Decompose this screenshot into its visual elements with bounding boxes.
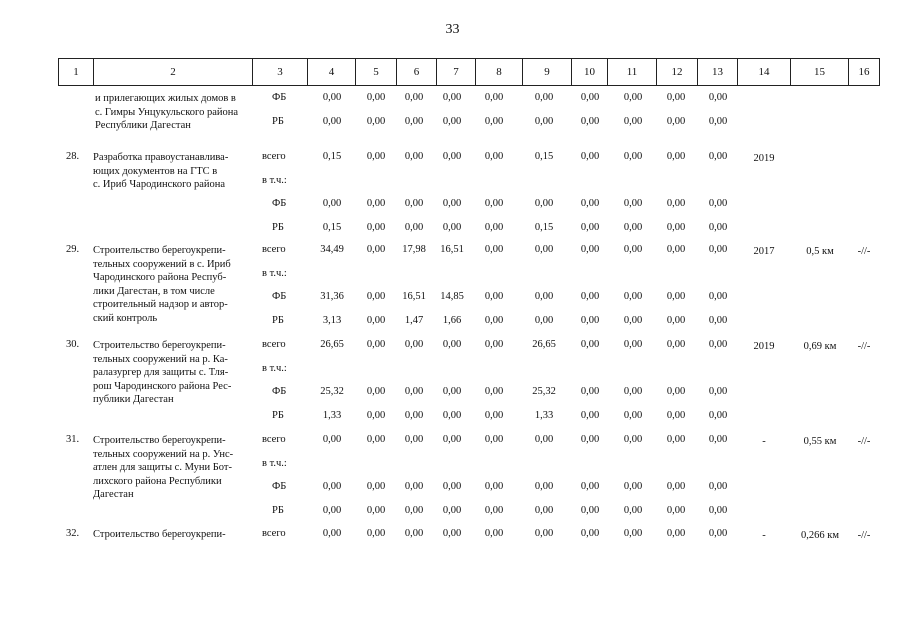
row-description-line: Строительство берегоукрепи-: [93, 435, 226, 446]
header-col-4: 4: [307, 59, 355, 85]
table-cell-value: 0,00: [623, 339, 643, 350]
row-number: 28.: [66, 151, 80, 162]
table-cell-value: 0,00: [623, 314, 643, 326]
table-cell-value: 0,00: [623, 528, 643, 539]
table-cell-value: 0,00: [534, 528, 554, 539]
row-description-line: тельных сооружений на р. Ка-: [93, 353, 228, 365]
row-description-line: лихского района Республики: [93, 475, 222, 487]
table-cell-value: 0,00: [484, 314, 504, 326]
row-number: 29.: [66, 244, 80, 255]
table-cell-value: 0,00: [366, 339, 386, 350]
funding-source-label: РБ: [272, 504, 284, 516]
row-description-line: тельных сооружений на р. Унс-: [93, 448, 234, 460]
table-cell-value: 0,00: [484, 504, 504, 516]
table-cell-value: 0,00: [623, 291, 643, 302]
table-cell-value: 0,00: [708, 481, 728, 492]
table-cell-value: 0,00: [534, 434, 554, 445]
table-cell-value: 0,00: [404, 92, 424, 103]
table-cell-value: 0,00: [322, 115, 342, 127]
table-cell-value: 0,00: [708, 339, 728, 350]
row-description-line: с. Ириб Чародинского района: [93, 179, 226, 190]
table-cell-value: 0,00: [708, 528, 728, 539]
row-description-line: и прилегающих жилых домов в: [95, 93, 236, 104]
table-cell-value: 0,00: [666, 198, 686, 209]
table-cell-value: 0,00: [404, 115, 424, 127]
table-cell-value: 0,00: [580, 291, 600, 302]
table-cell-value: 0,00: [580, 481, 600, 492]
row-number: 32.: [66, 528, 80, 539]
table-cell-value: 0,00: [708, 92, 728, 103]
table-cell-value: 0,00: [708, 221, 728, 233]
year-cell: 2019: [753, 153, 775, 164]
table-cell-value: 0,00: [580, 386, 600, 397]
table-cell-value: 0,00: [623, 386, 643, 397]
table-cell-value: 0,00: [366, 528, 386, 539]
table-cell-value: 0,00: [708, 504, 728, 516]
note-cell: -//-: [857, 341, 871, 352]
page-number: 33: [445, 22, 460, 37]
table-cell-value: 0,00: [623, 198, 643, 209]
year-cell: 2017: [753, 246, 775, 257]
capacity-cell: 0,55 км: [803, 436, 837, 447]
table-cell-value: 0,00: [366, 92, 386, 103]
table-cell-value: 0,00: [666, 92, 686, 103]
table-cell-value: 0,00: [666, 314, 686, 326]
header-col-12: 12: [656, 59, 697, 85]
funding-source-label: всего: [262, 151, 286, 162]
table-cell-value: 0,00: [623, 409, 643, 421]
capacity-cell: 0,5 км: [806, 246, 834, 257]
funding-source-label: в т.ч.:: [262, 267, 287, 279]
table-cell-value: 0,00: [666, 481, 686, 492]
table-cell-value: 0,00: [623, 221, 643, 233]
table-cell-value: 0,00: [708, 314, 728, 326]
note-cell: -//-: [857, 530, 871, 541]
header-col-7: 7: [436, 59, 475, 85]
table-cell-value: 0,00: [580, 198, 600, 209]
row-description-line: ющих документов на ГТС в: [93, 165, 218, 177]
table-cell-value: 0,00: [708, 291, 728, 302]
table-cell-value: 0,15: [322, 221, 342, 233]
row-number: 30.: [66, 339, 80, 350]
table-cell-value: 0,00: [322, 504, 342, 516]
table-cell-value: 0,00: [580, 92, 600, 103]
table-cell-value: 0,00: [484, 386, 504, 397]
table-cell-value: 0,00: [708, 434, 728, 445]
row-description-line: Разработка правоустанавлива-: [93, 152, 229, 163]
table-cell-value: 0,00: [484, 339, 504, 350]
funding-source-label: ФБ: [272, 291, 287, 302]
table-cell-value: 0,00: [484, 221, 504, 233]
table-cell-value: 0,00: [534, 244, 554, 255]
capacity-cell: 0,69 км: [803, 341, 837, 352]
table-header: [58, 58, 880, 86]
table-cell-value: 0,00: [580, 409, 600, 421]
funding-source-label: в т.ч.:: [262, 174, 287, 186]
table-cell-value: 0,00: [708, 409, 728, 421]
table-cell-value: 0,00: [404, 481, 424, 492]
table-cell-value: 0,00: [404, 504, 424, 516]
table-cell-value: 0,00: [484, 481, 504, 492]
table-cell-value: 0,00: [580, 504, 600, 516]
table-cell-value: 0,00: [484, 244, 504, 255]
funding-source-label: всего: [262, 339, 286, 350]
table-cell-value: 0,00: [666, 434, 686, 445]
table-cell-value: 31,36: [320, 291, 344, 302]
table-cell-value: 0,00: [366, 314, 386, 326]
row-description-line: лики Дагестан, в том числе: [93, 285, 215, 297]
table-cell-value: 0,00: [708, 244, 728, 255]
table-cell-value: 0,00: [580, 314, 600, 326]
header-col-8: 8: [475, 59, 522, 85]
table-cell-value: 0,00: [404, 528, 424, 539]
table-cell-value: 0,00: [442, 198, 462, 209]
table-cell-value: 16,51: [440, 244, 464, 255]
table-cell-value: 0,00: [623, 115, 643, 127]
table-cell-value: 0,00: [534, 291, 554, 302]
table-cell-value: 0,00: [442, 92, 462, 103]
funding-source-label: в т.ч.:: [262, 362, 287, 374]
capacity-cell: 0,266 км: [801, 530, 839, 541]
table-cell-value: 0,00: [442, 504, 462, 516]
table-cell-value: 0,00: [666, 409, 686, 421]
table-cell-value: 0,00: [322, 481, 342, 492]
table-cell-value: 0,00: [708, 115, 728, 127]
table-cell-value: 0,00: [322, 92, 342, 103]
table-cell-value: 0,00: [484, 115, 504, 127]
row-description-line: тельных сооружений в с. Ириб: [93, 258, 231, 270]
table-cell-value: 0,00: [442, 151, 462, 162]
row-description-line: Строительство берегоукрепи-: [93, 340, 226, 351]
table-cell-value: 0,00: [366, 115, 386, 127]
header-col-10: 10: [571, 59, 607, 85]
table-cell-value: 16,51: [402, 291, 426, 302]
table-cell-value: 0,00: [366, 504, 386, 516]
funding-source-label: ФБ: [272, 92, 287, 103]
table-cell-value: 0,00: [366, 221, 386, 233]
header-col-5: 5: [355, 59, 396, 85]
table-cell-value: 0,00: [534, 481, 554, 492]
table-cell-value: 0,15: [534, 151, 554, 162]
table-cell-value: 0,00: [580, 244, 600, 255]
table-cell-value: 0,00: [534, 92, 554, 103]
funding-source-label: РБ: [272, 409, 284, 421]
table-cell-value: 26,65: [320, 339, 344, 350]
table-cell-value: 0,00: [666, 151, 686, 162]
table-cell-value: 0,00: [623, 434, 643, 445]
header-col-13: 13: [697, 59, 737, 85]
table-cell-value: 0,00: [708, 386, 728, 397]
row-description-line: ский контроль: [93, 312, 158, 324]
row-description-line: публики Дагестан: [93, 394, 174, 405]
row-description-line: строительный надзор и автор-: [93, 299, 228, 310]
table-cell-value: 0,00: [442, 528, 462, 539]
table-cell-value: 0,00: [580, 151, 600, 162]
table-cell-value: 0,00: [623, 244, 643, 255]
year-cell: -: [762, 530, 766, 541]
table-cell-value: 0,00: [366, 434, 386, 445]
table-cell-value: 34,49: [320, 244, 344, 255]
table-cell-value: 0,00: [580, 339, 600, 350]
table-cell-value: 0,00: [322, 198, 342, 209]
table-cell-value: 0,00: [442, 409, 462, 421]
note-cell: -//-: [857, 246, 871, 257]
table-cell-value: 0,00: [484, 434, 504, 445]
table-cell-value: 0,00: [404, 409, 424, 421]
table-cell-value: 0,00: [666, 244, 686, 255]
table-cell-value: 0,00: [366, 291, 386, 302]
note-cell: -//-: [857, 436, 871, 447]
table-cell-value: 0,00: [322, 528, 342, 539]
funding-source-label: всего: [262, 434, 286, 445]
table-cell-value: 0,00: [484, 409, 504, 421]
table-cell-value: 25,32: [532, 386, 556, 397]
table-cell-value: 26,65: [532, 339, 556, 350]
table-cell-value: 0,00: [442, 115, 462, 127]
header-col-1: 1: [58, 59, 93, 85]
table-cell-value: 0,00: [404, 221, 424, 233]
table-cell-value: 0,00: [666, 339, 686, 350]
table-cell-value: 0,00: [708, 151, 728, 162]
table-cell-value: 0,00: [580, 528, 600, 539]
table-cell-value: 0,00: [580, 221, 600, 233]
header-col-15: 15: [790, 59, 848, 85]
year-cell: 2019: [753, 341, 775, 352]
header-col-11: 11: [607, 59, 656, 85]
header-col-14: 14: [737, 59, 790, 85]
table-cell-value: 0,00: [442, 481, 462, 492]
table-cell-value: 0,00: [322, 434, 342, 445]
row-description-line: атлен для защиты с. Муни Бот-: [93, 462, 233, 473]
table-cell-value: 0,00: [404, 198, 424, 209]
funding-source-label: РБ: [272, 221, 284, 233]
row-description-line: Чародинского района Респуб-: [93, 272, 227, 283]
table-cell-value: 0,15: [534, 221, 554, 233]
row-description-line: Республики Дагестан: [95, 120, 191, 131]
table-cell-value: 0,00: [666, 221, 686, 233]
funding-source-label: в т.ч.:: [262, 457, 287, 469]
funding-source-label: ФБ: [272, 198, 287, 209]
table-cell-value: 0,00: [484, 198, 504, 209]
row-description-line: с. Гимры Унцукульского района: [95, 106, 239, 118]
table-cell-value: 0,00: [484, 528, 504, 539]
table-cell-value: 0,00: [484, 92, 504, 103]
table-cell-value: 0,00: [666, 528, 686, 539]
table-cell-value: 0,00: [366, 151, 386, 162]
table-cell-value: 0,00: [623, 504, 643, 516]
table-cell-value: 0,00: [442, 386, 462, 397]
table-cell-value: 25,32: [320, 386, 344, 397]
table-cell-value: 0,00: [580, 434, 600, 445]
table-cell-value: 0,15: [322, 151, 342, 162]
table-cell-value: 0,00: [534, 198, 554, 209]
table-cell-value: 0,00: [442, 434, 462, 445]
table-cell-value: 0,00: [623, 151, 643, 162]
table-cell-value: 1,66: [442, 314, 462, 326]
row-description-line: ралазургер для защиты с. Тля-: [93, 367, 229, 378]
table-cell-value: 0,00: [404, 434, 424, 445]
table-cell-value: 0,00: [404, 386, 424, 397]
table-cell-value: 0,00: [404, 151, 424, 162]
table-cell-value: 0,00: [534, 504, 554, 516]
header-col-3: 3: [252, 59, 307, 85]
table-cell-value: 14,85: [440, 291, 464, 302]
table-cell-value: 0,00: [366, 386, 386, 397]
header-col-6: 6: [396, 59, 436, 85]
table-cell-value: 0,00: [404, 339, 424, 350]
header-col-9: 9: [522, 59, 571, 85]
table-cell-value: 0,00: [623, 481, 643, 492]
table-cell-value: 0,00: [534, 115, 554, 127]
table-cell-value: 0,00: [666, 115, 686, 127]
table-cell-value: 17,98: [402, 244, 426, 255]
table-cell-value: 0,00: [666, 386, 686, 397]
table-cell-value: 0,00: [666, 291, 686, 302]
table-cell-value: 3,13: [322, 314, 342, 326]
table-cell-value: 0,00: [484, 151, 504, 162]
table-cell-value: 0,00: [623, 92, 643, 103]
funding-source-label: всего: [262, 528, 286, 539]
funding-source-label: ФБ: [272, 386, 287, 397]
funding-source-label: РБ: [272, 115, 284, 127]
row-description-line: Строительство берегоукрепи-: [93, 529, 226, 540]
row-number: 31.: [66, 434, 80, 445]
table-cell-value: 0,00: [442, 339, 462, 350]
row-description-line: Дагестан: [93, 489, 134, 500]
funding-source-label: РБ: [272, 314, 284, 326]
table-cell-value: 0,00: [366, 198, 386, 209]
year-cell: -: [762, 436, 766, 447]
table-cell-value: 0,00: [708, 198, 728, 209]
row-description-line: Строительство берегоукрепи-: [93, 245, 226, 256]
table-cell-value: 0,00: [442, 221, 462, 233]
table-cell-value: 0,00: [580, 115, 600, 127]
table-cell-value: 0,00: [666, 504, 686, 516]
funding-source-label: ФБ: [272, 481, 287, 492]
table-cell-value: 1,47: [404, 314, 424, 326]
table-cell-value: 0,00: [366, 244, 386, 255]
table-cell-value: 0,00: [534, 314, 554, 326]
table-cell-value: 1,33: [322, 409, 342, 421]
table-cell-value: 0,00: [484, 291, 504, 302]
header-col-16: 16: [848, 59, 880, 85]
funding-source-label: всего: [262, 244, 286, 255]
table-cell-value: 1,33: [534, 409, 554, 421]
table-cell-value: 0,00: [366, 409, 386, 421]
table-cell-value: 0,00: [366, 481, 386, 492]
header-col-2: 2: [93, 59, 252, 85]
row-description-line: рош Чародинского района Рес-: [93, 380, 232, 392]
